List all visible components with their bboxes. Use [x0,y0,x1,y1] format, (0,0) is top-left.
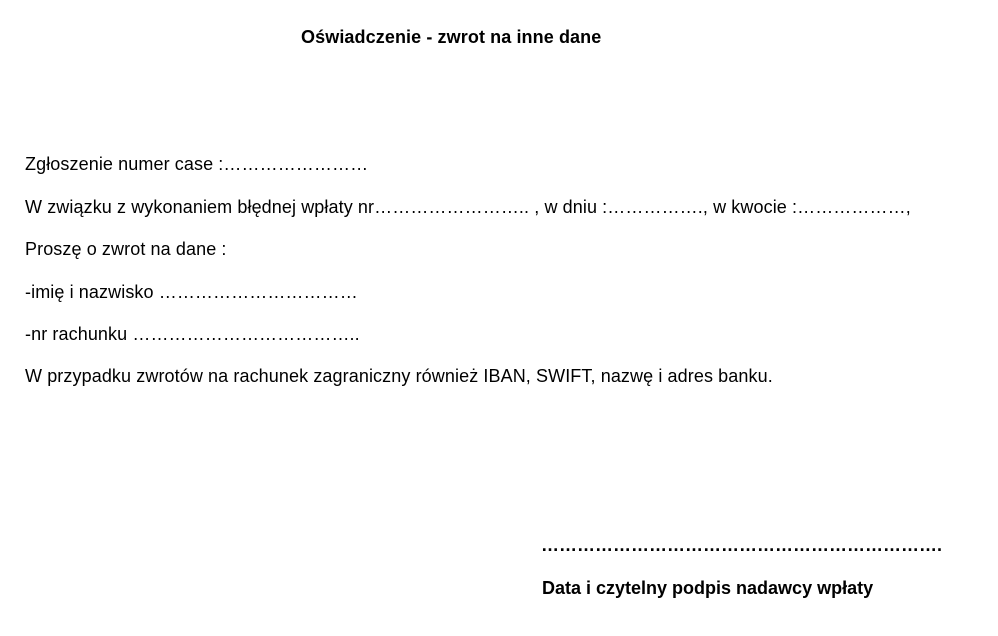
signature-label: Data i czytelny podpis nadawcy wpłaty [542,578,874,598]
case-number-line: Zgłoszenie numer case :…………………… [25,154,369,174]
document-title: Oświadczenie - zwrot na inne dane [301,27,602,47]
foreign-account-note: W przypadku zwrotów na rachunek zagraniczny również IBAN, SWIFT, nazwę i adres banku. [25,366,773,386]
account-number-line: -nr rachunku ……………………………….. [25,324,360,344]
refund-request-line: Proszę o zwrot na dane : [25,239,227,259]
signature-dotted-line: …………………………………………………………. [541,535,943,555]
name-line: -imię i nazwisko …………………………… [25,282,358,302]
payment-details-line: W związku z wykonaniem błędnej wpłaty nr…………………….. , w dniu :……………., w kwocie :………………, [25,197,911,217]
